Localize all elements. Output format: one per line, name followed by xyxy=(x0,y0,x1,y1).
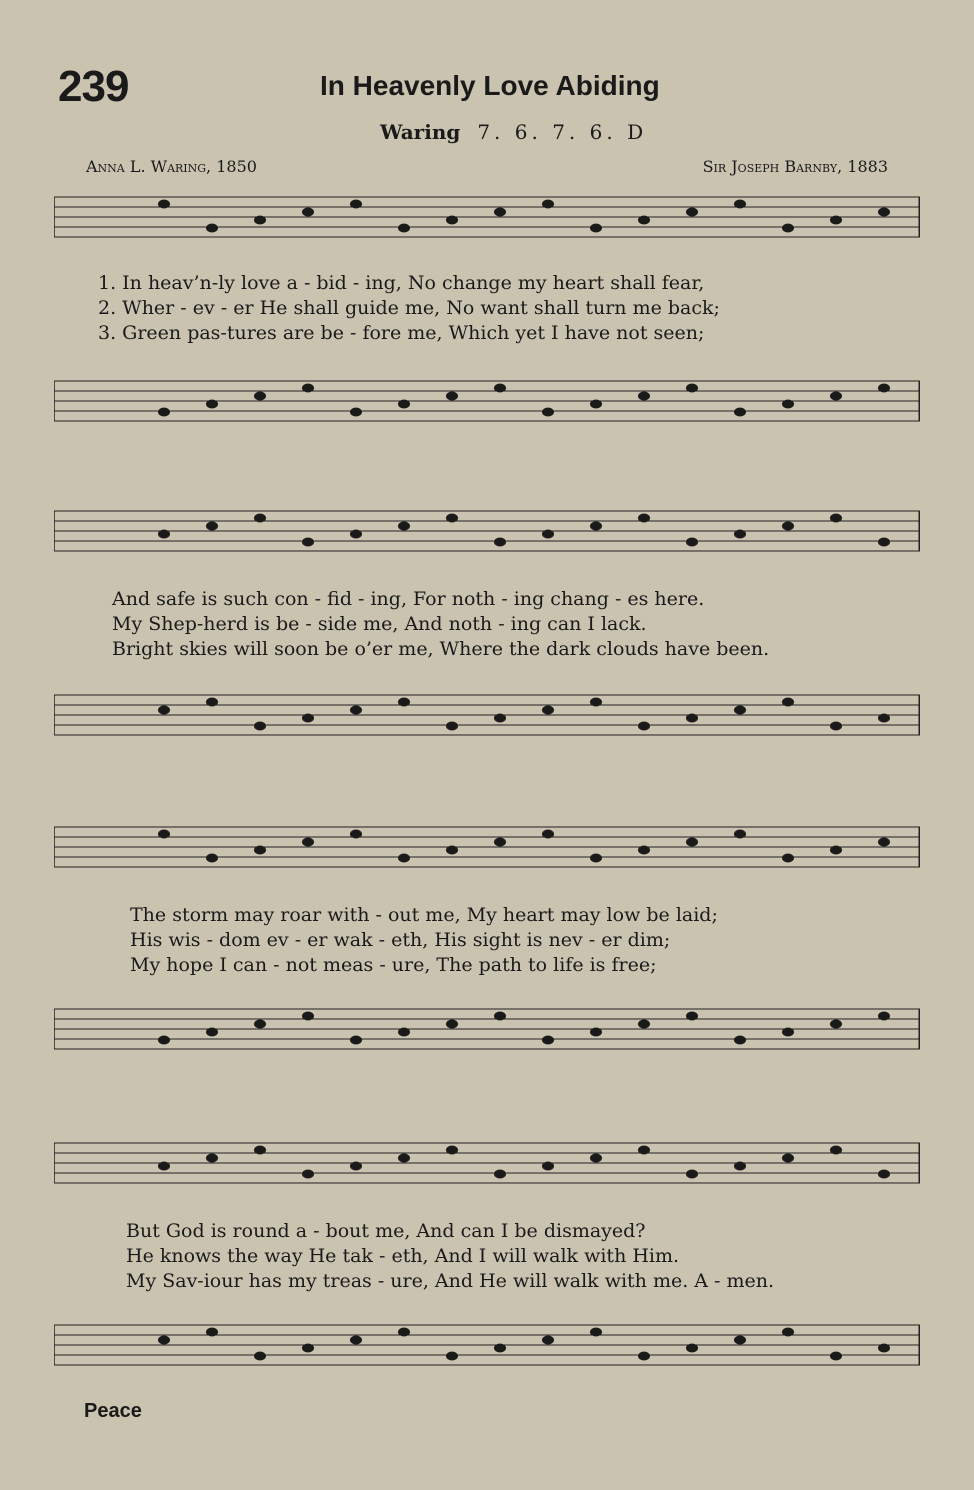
notehead xyxy=(158,530,170,539)
notehead xyxy=(350,1036,362,1045)
treble-staff-1 xyxy=(54,194,920,240)
staff-lines xyxy=(54,1322,920,1368)
notehead xyxy=(254,1146,266,1155)
tune-footer: Peace xyxy=(84,1400,142,1422)
notehead xyxy=(590,1328,602,1337)
notehead xyxy=(398,698,410,707)
notehead xyxy=(350,1336,362,1345)
notehead xyxy=(590,224,602,233)
notehead xyxy=(734,408,746,417)
staff-lines xyxy=(54,692,920,738)
meter: 7. 6. 7. 6. D xyxy=(477,120,648,144)
notehead xyxy=(302,1344,314,1353)
notehead xyxy=(206,1328,218,1337)
notehead xyxy=(878,208,890,217)
notehead xyxy=(206,400,218,409)
notehead xyxy=(686,384,698,393)
notehead xyxy=(206,522,218,531)
notehead xyxy=(686,538,698,547)
notehead xyxy=(782,400,794,409)
notehead xyxy=(734,530,746,539)
lyric-line: My Sav-iour has my treas - ure, And He will walk with me. A - men. xyxy=(126,1270,775,1292)
lyric-line: 1. In heav’n-ly love a - bid - ing, No change my heart shall fear, xyxy=(98,272,705,294)
notehead xyxy=(350,530,362,539)
bass-staff-2 xyxy=(54,692,920,738)
notehead xyxy=(590,854,602,863)
bass-staff-1 xyxy=(54,378,920,424)
staff-lines xyxy=(54,824,920,870)
notehead xyxy=(206,698,218,707)
notehead xyxy=(446,1020,458,1029)
notehead xyxy=(734,200,746,209)
notehead xyxy=(590,698,602,707)
notehead xyxy=(446,1352,458,1361)
notehead xyxy=(590,522,602,531)
hymn-title: In Heavenly Love Abiding xyxy=(320,70,660,101)
lyric-line: And safe is such con - fid - ing, For noth - ing chang - es here. xyxy=(112,588,705,610)
notehead xyxy=(494,1344,506,1353)
notehead xyxy=(158,830,170,839)
notehead xyxy=(542,408,554,417)
notehead xyxy=(542,530,554,539)
notehead xyxy=(494,1012,506,1021)
notehead xyxy=(590,1154,602,1163)
notehead xyxy=(830,846,842,855)
tune-name: Waring xyxy=(380,120,461,144)
notehead xyxy=(158,1336,170,1345)
lyric-line: My Shep-herd is be - side me, And noth - ing can I lack. xyxy=(112,613,647,635)
notehead xyxy=(782,522,794,531)
notehead xyxy=(398,522,410,531)
notehead xyxy=(638,1146,650,1155)
notehead xyxy=(686,1170,698,1179)
notehead xyxy=(590,400,602,409)
notehead xyxy=(638,514,650,523)
notehead xyxy=(206,854,218,863)
notehead xyxy=(782,1028,794,1037)
notehead xyxy=(638,216,650,225)
notehead xyxy=(830,1020,842,1029)
notehead xyxy=(686,714,698,723)
tune-line xyxy=(380,120,647,144)
notehead xyxy=(398,1328,410,1337)
lyric-line: The storm may roar with - out me, My heart may low be laid; xyxy=(130,904,718,926)
notehead xyxy=(638,722,650,731)
notehead xyxy=(302,1012,314,1021)
lyric-line: His wis - dom ev - er wak - eth, His sight is nev - er dim; xyxy=(130,929,671,951)
staff-lines xyxy=(54,508,920,554)
notehead xyxy=(734,830,746,839)
notehead xyxy=(494,714,506,723)
notehead xyxy=(638,846,650,855)
notehead xyxy=(302,384,314,393)
notehead xyxy=(734,1162,746,1171)
notehead xyxy=(638,1020,650,1029)
composer: Sir Joseph Barnby, 1883 xyxy=(702,157,888,176)
lyric-line: 2. Wher - ev - er He shall guide me, No want shall turn me back; xyxy=(98,297,720,319)
notehead xyxy=(350,1162,362,1171)
lyric-line: My hope I can - not meas - ure, The path to life is free; xyxy=(130,954,657,976)
notehead xyxy=(638,392,650,401)
notehead xyxy=(302,538,314,547)
notehead xyxy=(830,1146,842,1155)
notehead xyxy=(494,1170,506,1179)
lyric-line: Bright skies will soon be o’er me, Where the dark clouds have been. xyxy=(112,638,770,660)
notehead xyxy=(158,1162,170,1171)
notehead xyxy=(878,1170,890,1179)
notehead xyxy=(878,384,890,393)
hymn-number: 239 xyxy=(58,62,129,111)
notehead xyxy=(398,1154,410,1163)
notehead xyxy=(830,216,842,225)
notehead xyxy=(302,714,314,723)
notehead xyxy=(206,1028,218,1037)
notehead xyxy=(878,838,890,847)
notehead xyxy=(782,698,794,707)
notehead xyxy=(446,1146,458,1155)
notehead xyxy=(830,514,842,523)
notehead xyxy=(254,514,266,523)
notehead xyxy=(446,846,458,855)
notehead xyxy=(542,1336,554,1345)
notehead xyxy=(782,1328,794,1337)
notehead xyxy=(350,706,362,715)
notehead xyxy=(254,1020,266,1029)
notehead xyxy=(686,838,698,847)
notehead xyxy=(302,1170,314,1179)
notehead xyxy=(494,208,506,217)
notehead xyxy=(398,224,410,233)
notehead xyxy=(782,854,794,863)
notehead xyxy=(302,838,314,847)
notehead xyxy=(878,1012,890,1021)
bass-staff-3 xyxy=(54,1006,920,1052)
notehead xyxy=(446,216,458,225)
notehead xyxy=(494,538,506,547)
notehead xyxy=(398,1028,410,1037)
treble-staff-3 xyxy=(54,824,920,870)
notehead xyxy=(158,1036,170,1045)
lyric-line: But God is round a - bout me, And can I be dismayed? xyxy=(126,1220,646,1242)
notehead xyxy=(542,830,554,839)
notehead xyxy=(782,224,794,233)
staff-lines xyxy=(54,378,920,424)
notehead xyxy=(398,854,410,863)
notehead xyxy=(446,392,458,401)
notehead xyxy=(302,208,314,217)
lyric-line: He knows the way He tak - eth, And I will walk with Him. xyxy=(126,1245,680,1267)
notehead xyxy=(878,714,890,723)
treble-staff-2 xyxy=(54,508,920,554)
notehead xyxy=(350,408,362,417)
notehead xyxy=(350,830,362,839)
notehead xyxy=(446,722,458,731)
notehead xyxy=(734,1036,746,1045)
notehead xyxy=(830,392,842,401)
author: Anna L. Waring, 1850 xyxy=(86,157,257,176)
notehead xyxy=(638,1352,650,1361)
notehead xyxy=(350,200,362,209)
notehead xyxy=(206,1154,218,1163)
staff-lines xyxy=(54,194,920,240)
notehead xyxy=(158,408,170,417)
lyric-line: 3. Green pas-tures are be - fore me, Which yet I have not seen; xyxy=(98,322,705,344)
notehead xyxy=(878,1344,890,1353)
notehead xyxy=(782,1154,794,1163)
notehead xyxy=(158,706,170,715)
staff-lines xyxy=(54,1140,920,1186)
notehead xyxy=(830,722,842,731)
notehead xyxy=(686,1344,698,1353)
notehead xyxy=(590,1028,602,1037)
notehead xyxy=(206,224,218,233)
notehead xyxy=(446,514,458,523)
notehead xyxy=(494,384,506,393)
notehead xyxy=(542,200,554,209)
treble-staff-4 xyxy=(54,1140,920,1186)
notehead xyxy=(830,1352,842,1361)
notehead xyxy=(158,200,170,209)
notehead xyxy=(254,722,266,731)
notehead xyxy=(542,706,554,715)
notehead xyxy=(686,1012,698,1021)
staff-lines xyxy=(54,1006,920,1052)
bass-staff-4 xyxy=(54,1322,920,1368)
notehead xyxy=(878,538,890,547)
notehead xyxy=(734,1336,746,1345)
notehead xyxy=(398,400,410,409)
notehead xyxy=(254,846,266,855)
notehead xyxy=(686,208,698,217)
notehead xyxy=(254,1352,266,1361)
notehead xyxy=(734,706,746,715)
notehead xyxy=(254,216,266,225)
notehead xyxy=(542,1162,554,1171)
notehead xyxy=(254,392,266,401)
notehead xyxy=(494,838,506,847)
notehead xyxy=(542,1036,554,1045)
